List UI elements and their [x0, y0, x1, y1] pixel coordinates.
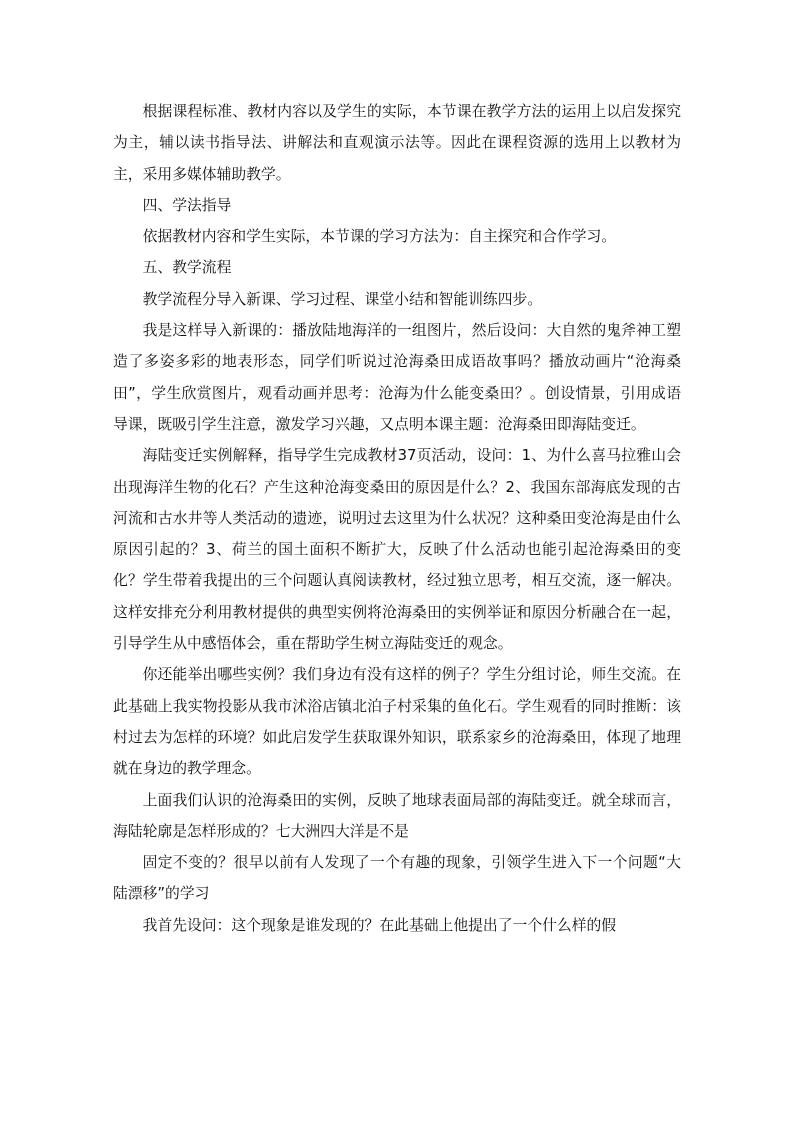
- paragraph-land-sea-examples: 海陆变迁实例解释，指导学生完成教材37页活动，设问：1、为什么喜马拉雅山会出现海洋生物的化石？产生这种沧海变桑田的原因是什么？2、我国东部海底发现的古河流和古水井等人类活动的遗迹，说明过去这里为什么状况？这种桑田变沧海是由什么原因引起的？3、荷兰的国土面积不断扩大，反映了什么活动也能引起沧海桑田的变化？学生带着我提出的三个问题认真阅读教材，经过独立思考，相互交流，逐一解决。这样安排充分利用教材提供的典型实例将沧海桑田的实例举证和原因分析融合在一起，引导学生从中感悟体会，重在帮助学生树立海陆变迁的观念。: [113, 447, 681, 653]
- paragraph-process-overview: 教学流程分导入新课、学习过程、课堂小结和智能训练四步。: [142, 290, 543, 308]
- paragraph-global-change: 上面我们认识的沧海桑田的实例，反映了地球表面局部的海陆变迁。就全球而言，海陆轮廓是怎样形成的？七大洲四大洋是不是: [113, 791, 681, 840]
- paragraph-teaching-methods: 根据课程标准、教材内容以及学生的实际，本节课在教学方法的运用上以启发探究为主，辅以读书指导法、讲解法和直观演示法等。因此在课程资源的选用上以教材为主，采用多媒体辅助教学。: [113, 103, 681, 183]
- paragraph-lesson-introduction: 我是这样导入新课的：播放陆地海洋的一组图片，然后设问：大自然的鬼斧神工塑造了多姿多彩的地表形态，同学们听说过沧海桑田成语故事吗？播放动画片“沧海桑田”，学生欣赏图片，观看动画并思考：沧海为什么能变桑田？。创设情景，引用成语导课，既吸引学生注意，激发学习兴趣，又点明本课主题：沧海桑田即海陆变迁。: [113, 322, 681, 433]
- paragraph-local-examples: 你还能举出哪些实例？我们身边有没有这样的例子？学生分组讨论，师生交流。在此基础上我实物投影从我市沭浴店镇北泊子村采集的鱼化石。学生观看的同时推断：该村过去为怎样的环境？如此启发学生获取课外知识，联系家乡的沧海桑田，体现了地理就在身边的教学理念。: [113, 666, 681, 778]
- paragraph-continental-drift: 固定不变的？很早以前有人发现了一个有趣的现象，引领学生进入下一个问题“大陆漂移”的学习: [113, 854, 681, 903]
- paragraph-study-methods: 依据教材内容和学生实际，本节课的学习方法为：自主探究和合作学习。: [142, 228, 617, 246]
- heading-study-guidance: 四、学法指导: [142, 196, 232, 214]
- document-body: [113, 96, 681, 941]
- heading-teaching-process: 五、教学流程: [142, 259, 232, 277]
- paragraph-first-question: 我首先设问：这个现象是谁发现的？在此基础上他提出了一个什么样的假: [142, 916, 617, 934]
